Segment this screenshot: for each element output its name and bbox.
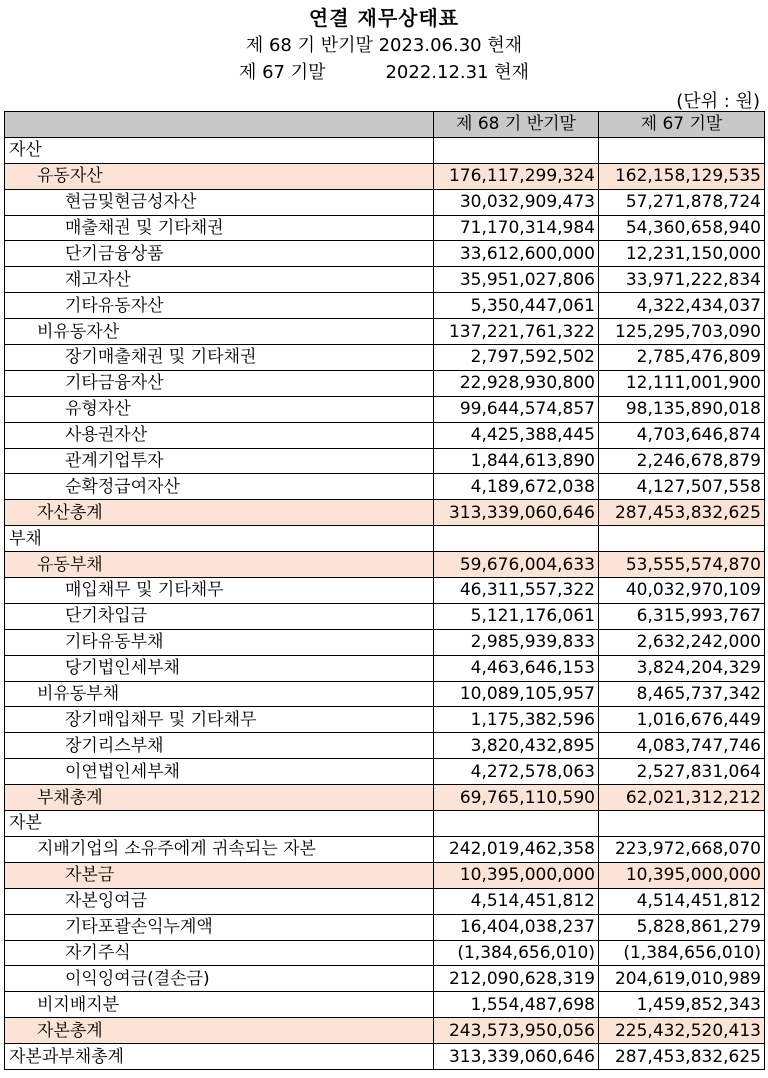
row-label: 자산총계 [5, 500, 434, 526]
page-title: 연결 재무상태표 [308, 6, 460, 30]
value-current: 69,765,110,590 [434, 785, 599, 811]
table-row [5, 267, 765, 293]
value-current: 313,339,060,646 [434, 500, 599, 526]
row-label: 부채 [5, 526, 434, 552]
value-current: 176,117,299,324 [434, 163, 599, 189]
value-prior: 98,135,890,018 [599, 396, 765, 422]
table-row [5, 759, 765, 785]
value-current: 212,090,628,319 [434, 966, 599, 992]
table-header-row [5, 112, 765, 138]
table-row [5, 396, 765, 422]
row-label: 당기법인세부채 [5, 655, 434, 681]
row-label: 자본 [5, 811, 434, 837]
value-current: 5,350,447,061 [434, 293, 599, 319]
value-prior: 12,231,150,000 [599, 241, 765, 267]
value-current: 46,311,557,322 [434, 578, 599, 604]
value-current: 16,404,038,237 [434, 914, 599, 940]
row-label: 부채총계 [5, 785, 434, 811]
value-current: 137,221,761,322 [434, 319, 599, 345]
table-row [5, 370, 765, 396]
value-current: 4,514,451,812 [434, 888, 599, 914]
value-current [434, 526, 599, 552]
value-current: 242,019,462,358 [434, 836, 599, 862]
value-prior: 4,083,747,746 [599, 733, 765, 759]
row-label: 자본금 [5, 862, 434, 888]
value-current: 33,612,600,000 [434, 241, 599, 267]
table-row [5, 836, 765, 862]
value-current: 4,189,672,038 [434, 474, 599, 500]
value-prior: 225,432,520,413 [599, 1018, 765, 1044]
row-label: 비지배지분 [5, 992, 434, 1018]
value-prior: 2,246,678,879 [599, 448, 765, 474]
value-prior: 223,972,668,070 [599, 836, 765, 862]
row-label: 현금및현금성자산 [5, 189, 434, 215]
row-label: 단기차입금 [5, 603, 434, 629]
value-current: 243,573,950,056 [434, 1018, 599, 1044]
row-label: 자산 [5, 137, 434, 163]
value-prior: 204,619,010,989 [599, 966, 765, 992]
row-label: 지배기업의 소유주에게 귀속되는 자본 [5, 836, 434, 862]
value-current: 2,797,592,502 [434, 345, 599, 371]
value-current: 10,089,105,957 [434, 681, 599, 707]
table-row [5, 655, 765, 681]
table-row [5, 526, 765, 552]
table-row [5, 215, 765, 241]
row-label: 순확정급여자산 [5, 474, 434, 500]
value-prior [599, 526, 765, 552]
row-label: 기타금융자산 [5, 370, 434, 396]
value-prior [599, 811, 765, 837]
value-prior: 2,785,476,809 [599, 345, 765, 371]
row-label: 매입채무 및 기타채무 [5, 578, 434, 604]
row-label: 비유동부채 [5, 681, 434, 707]
value-prior: 287,453,832,625 [599, 1044, 765, 1070]
value-current: 5,121,176,061 [434, 603, 599, 629]
value-current: 30,032,909,473 [434, 189, 599, 215]
value-current: 3,820,432,895 [434, 733, 599, 759]
table-row [5, 189, 765, 215]
value-current: 10,395,000,000 [434, 862, 599, 888]
table-row [5, 940, 765, 966]
row-label: 자본과부채총계 [5, 1044, 434, 1070]
period-current: 제 68 기 반기말 2023.06.30 현재 [245, 35, 523, 56]
value-current [434, 811, 599, 837]
table-row [5, 629, 765, 655]
row-label: 기타유동부채 [5, 629, 434, 655]
value-current: 99,644,574,857 [434, 396, 599, 422]
column-header-prior: 제 67 기말 [599, 112, 765, 138]
row-label: 매출채권 및 기타채권 [5, 215, 434, 241]
value-current: 4,425,388,445 [434, 422, 599, 448]
row-label: 자기주식 [5, 940, 434, 966]
value-prior: 54,360,658,940 [599, 215, 765, 241]
period-prior-date: 2022.12.31 현재 [385, 62, 530, 83]
value-prior: 62,021,312,212 [599, 785, 765, 811]
value-current: 313,339,060,646 [434, 1044, 599, 1070]
value-prior: 4,514,451,812 [599, 888, 765, 914]
value-prior: 5,828,861,279 [599, 914, 765, 940]
value-prior: 33,971,222,834 [599, 267, 765, 293]
value-prior: 12,111,001,900 [599, 370, 765, 396]
value-prior: 10,395,000,000 [599, 862, 765, 888]
table-row [5, 811, 765, 837]
table-row [5, 422, 765, 448]
table-row [5, 888, 765, 914]
value-prior: 2,527,831,064 [599, 759, 765, 785]
row-label: 이연법인세부채 [5, 759, 434, 785]
value-prior: 40,032,970,109 [599, 578, 765, 604]
table-row [5, 1044, 765, 1070]
value-prior: 3,824,204,329 [599, 655, 765, 681]
table-row [5, 500, 765, 526]
column-header-label [5, 112, 434, 138]
row-label: 재고자산 [5, 267, 434, 293]
value-prior: 287,453,832,625 [599, 500, 765, 526]
value-current: 59,676,004,633 [434, 552, 599, 578]
value-prior: 4,703,646,874 [599, 422, 765, 448]
value-prior: 8,465,737,342 [599, 681, 765, 707]
row-label: 이익잉여금(결손금) [5, 966, 434, 992]
unit-label: (단위 : 원) [676, 91, 760, 112]
table-row [5, 707, 765, 733]
table-row [5, 163, 765, 189]
value-prior [599, 137, 765, 163]
row-label: 기타유동자산 [5, 293, 434, 319]
table-row [5, 578, 765, 604]
period-prior-label: 제 67 기말 [238, 62, 326, 83]
table-row [5, 603, 765, 629]
value-current: 4,463,646,153 [434, 655, 599, 681]
row-label: 비유동자산 [5, 319, 434, 345]
table-row [5, 733, 765, 759]
value-current: 1,844,613,890 [434, 448, 599, 474]
row-label: 유형자산 [5, 396, 434, 422]
table-row [5, 137, 765, 163]
table-row [5, 345, 765, 371]
row-label: 유동부채 [5, 552, 434, 578]
table-row [5, 552, 765, 578]
table-row [5, 448, 765, 474]
value-prior: 57,271,878,724 [599, 189, 765, 215]
table-row [5, 862, 765, 888]
table-row [5, 293, 765, 319]
table-body [5, 137, 765, 1069]
value-current [434, 137, 599, 163]
value-current: 2,985,939,833 [434, 629, 599, 655]
balance-sheet-table [4, 111, 765, 1070]
table-row [5, 966, 765, 992]
row-label: 자본잉여금 [5, 888, 434, 914]
value-current: (1,384,656,010) [434, 940, 599, 966]
table-row [5, 992, 765, 1018]
period-prior [0, 58, 768, 84]
value-current: 22,928,930,800 [434, 370, 599, 396]
row-label: 관계기업투자 [5, 448, 434, 474]
row-label: 단기금융상품 [5, 241, 434, 267]
row-label: 기타포괄손익누계액 [5, 914, 434, 940]
table-row [5, 474, 765, 500]
value-current: 1,554,487,698 [434, 992, 599, 1018]
value-prior: 53,555,574,870 [599, 552, 765, 578]
column-header-current: 제 68 기 반기말 [434, 112, 599, 138]
value-prior: 4,127,507,558 [599, 474, 765, 500]
row-label: 자본총계 [5, 1018, 434, 1044]
row-label: 장기매입채무 및 기타채무 [5, 707, 434, 733]
value-prior: 6,315,993,767 [599, 603, 765, 629]
value-prior: 1,016,676,449 [599, 707, 765, 733]
table-row [5, 681, 765, 707]
table-row [5, 1018, 765, 1044]
value-current: 35,951,027,806 [434, 267, 599, 293]
table-row [5, 241, 765, 267]
value-current: 4,272,578,063 [434, 759, 599, 785]
row-label: 유동자산 [5, 163, 434, 189]
row-label: 사용권자산 [5, 422, 434, 448]
value-prior: 162,158,129,535 [599, 163, 765, 189]
table-row [5, 914, 765, 940]
row-label: 장기매출채권 및 기타채권 [5, 345, 434, 371]
value-prior: 2,632,242,000 [599, 629, 765, 655]
table-row [5, 785, 765, 811]
value-prior: 125,295,703,090 [599, 319, 765, 345]
value-prior: 4,322,434,037 [599, 293, 765, 319]
value-prior: (1,384,656,010) [599, 940, 765, 966]
value-current: 1,175,382,596 [434, 707, 599, 733]
row-label: 장기리스부채 [5, 733, 434, 759]
value-current: 71,170,314,984 [434, 215, 599, 241]
value-prior: 1,459,852,343 [599, 992, 765, 1018]
table-row [5, 319, 765, 345]
